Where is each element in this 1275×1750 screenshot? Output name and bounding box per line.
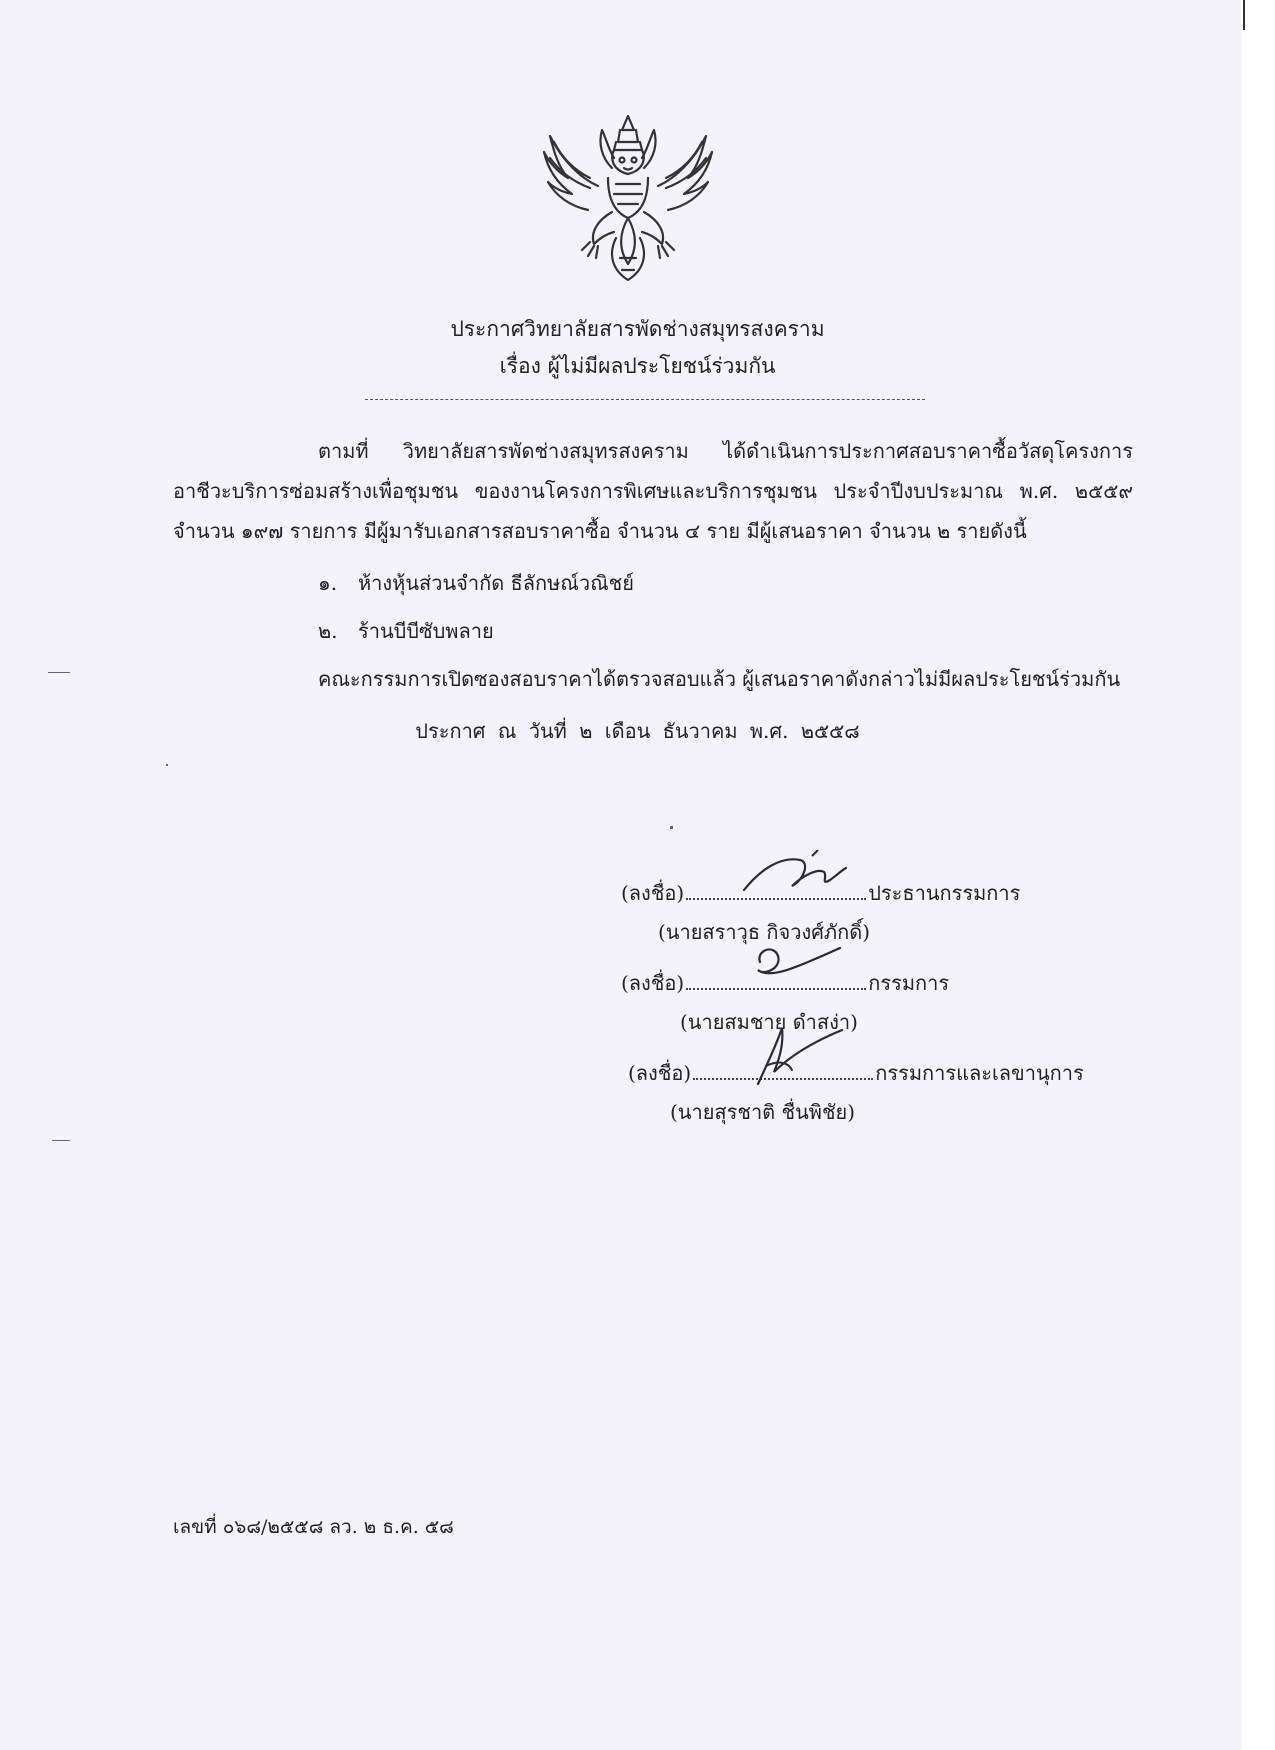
header-divider xyxy=(365,399,925,400)
page-edge-mark xyxy=(1243,0,1245,30)
bidder-item xyxy=(318,567,634,599)
document-reference: เลขที่ ๐๖๘/๒๕๕๘ ลว. ๒ ธ.ค. ๕๘ xyxy=(173,1516,454,1538)
garuda-emblem-icon xyxy=(528,108,728,288)
scan-speck xyxy=(48,672,70,673)
bidder-number: ๑. xyxy=(318,571,338,595)
body-line: จำนวน ๑๙๗ รายการ มีผู้มารับเอกสารสอบราคาซื้อ จำนวน ๔ ราย มีผู้เสนอราคา จำนวน ๒ รายดังนี้ xyxy=(173,519,1027,543)
scan-speck xyxy=(670,826,673,829)
bidder-item xyxy=(318,615,494,647)
announcement-subject: เรื่อง ผู้ไม่มีผลประโยชน์ร่วมกัน xyxy=(499,354,776,378)
handwritten-signature-secretary-icon xyxy=(748,1022,848,1088)
signature-role: กรรมการและเลขานุการ xyxy=(875,1061,1084,1085)
signature-line-secretary xyxy=(628,1057,1084,1089)
signer-name-chairman: (นายสราวุธ กิจวงศ์ภักดิ์) xyxy=(658,920,871,944)
body-paragraph xyxy=(173,431,1133,551)
body-line: ตามที่ วิทยาลัยสารพัดช่างสมุทรสงคราม ได้ดำเนินการประกาศสอบราคาซื้อวัสดุโครงการ xyxy=(318,439,1133,463)
bidder-number: ๒. xyxy=(318,619,338,643)
scan-speck xyxy=(166,764,168,766)
announcement-title: ประกาศวิทยาลัยสารพัดช่างสมุทรสงคราม xyxy=(450,317,825,341)
signature-prefix: (ลงชื่อ) xyxy=(621,881,685,905)
handwritten-signature-member-icon xyxy=(740,940,850,990)
body-line: อาชีวะบริการซ่อมสร้างเพื่อชุมชน ของงานโครงการพิเศษและบริการชุมชน ประจำปีงบประมาณ พ.ศ. ๒๕๕๙ xyxy=(173,479,1133,503)
announcement-date: ประกาศ ณ วันที่ ๒ เดือน ธันวาคม พ.ศ. ๒๕๕๘ xyxy=(415,719,860,743)
signature-prefix: (ลงชื่อ) xyxy=(621,971,685,995)
scan-speck xyxy=(52,1140,70,1141)
handwritten-signature-chairman-icon xyxy=(740,850,850,898)
committee-result: คณะกรรมการเปิดซองสอบราคาได้ตรวจสอบแล้ว ผู้เสนอราคาดังกล่าวไม่มีผลประโยชน์ร่วมกัน xyxy=(318,667,1121,691)
signer-name-secretary: (นายสุรชาติ ชื่นพิชัย) xyxy=(670,1100,856,1124)
bidder-name: ห้างหุ้นส่วนจำกัด ธีลักษณ์วณิชย์ xyxy=(358,571,634,595)
signature-role: กรรมการ xyxy=(868,971,950,995)
signature-prefix: (ลงชื่อ) xyxy=(628,1061,692,1085)
signature-role: ประธานกรรมการ xyxy=(868,881,1021,905)
signer-name-member: (นายสมชาย ดำสง่า) xyxy=(680,1010,858,1034)
page-right-edge xyxy=(1241,0,1275,1750)
bidder-name: ร้านบีบีซับพลาย xyxy=(358,619,494,643)
